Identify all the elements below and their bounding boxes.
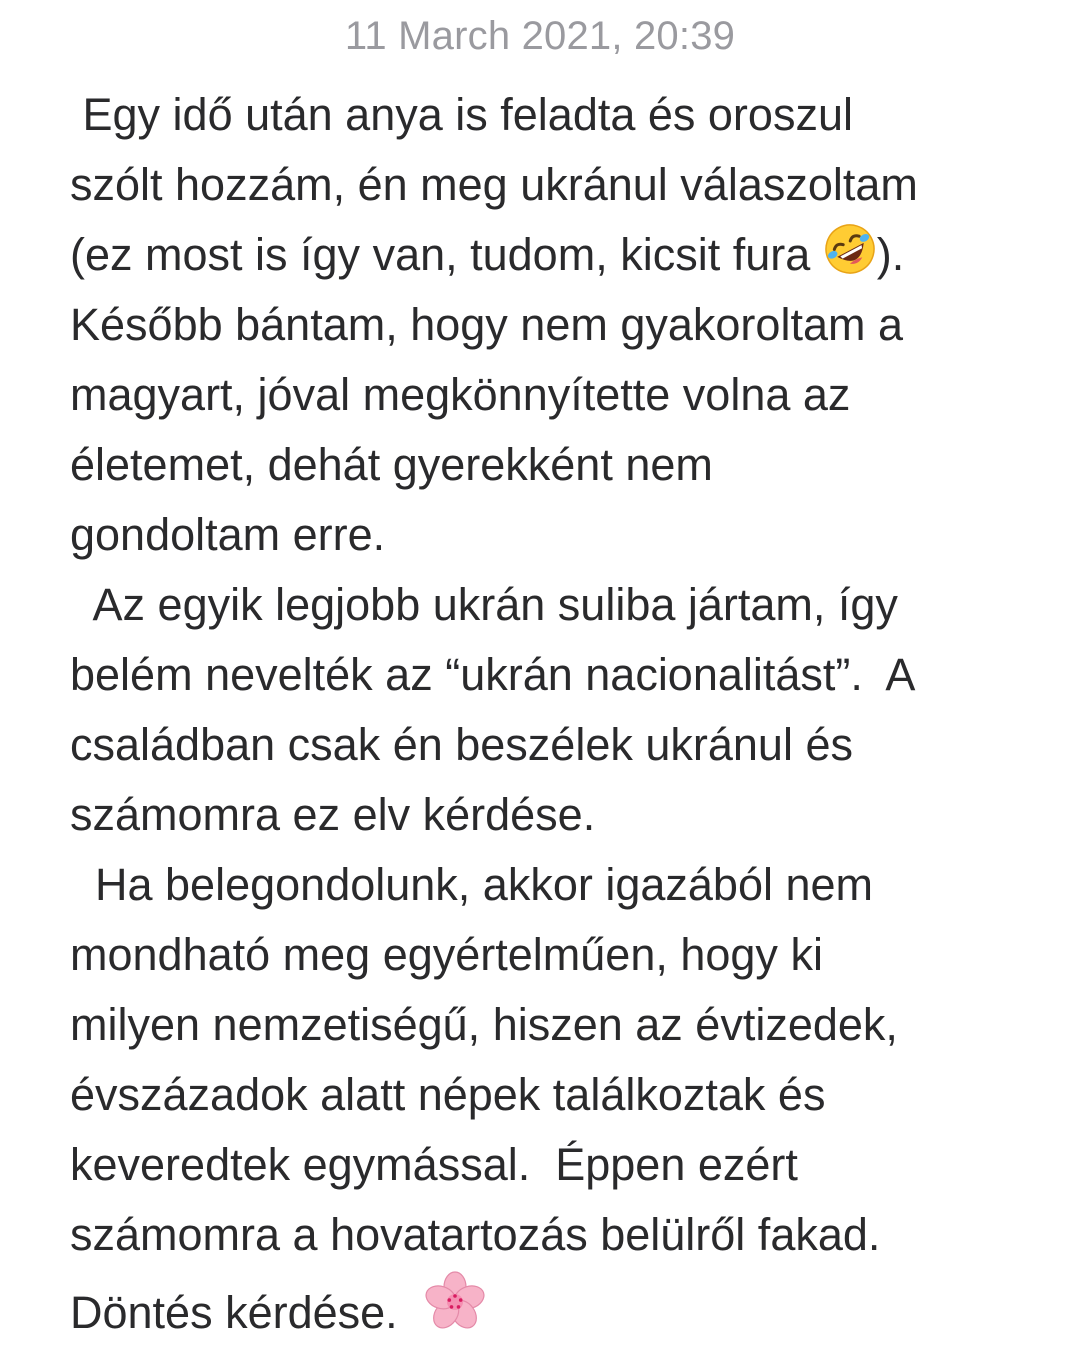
note-line: belém nevelték az “ukrán nacionalitást”. A (70, 649, 916, 700)
rolling-on-floor-laughing-icon (823, 222, 877, 296)
note-line-tail: ). (876, 229, 905, 280)
note-line (70, 1270, 1030, 1340)
note-body[interactable] (70, 80, 1030, 1340)
note-line (70, 220, 1030, 290)
note-line: milyen nemzetiségű, hiszen az évtizedek, (70, 999, 898, 1050)
cherry-blossom-icon (423, 1270, 487, 1354)
note-line: számomra a hovatartozás belülről fakad. (70, 1209, 881, 1260)
note-line: Ha belegondolunk, akkor igazából nem (70, 859, 874, 910)
note-line: számomra ez elv kérdése. (70, 789, 596, 840)
note-line-text: (ez most is így van, tudom, kicsit fura (70, 229, 823, 280)
note-line: Egy idő után anya is feladta és oroszul (70, 89, 853, 140)
note-line: Később bántam, hogy nem gyakoroltam a (70, 299, 903, 350)
note-line: keveredtek egymással. Éppen ezért (70, 1139, 798, 1190)
note-line: gondoltam erre. (70, 509, 386, 560)
note-line: életemet, dehát gyerekként nem (70, 439, 713, 490)
note-line: magyart, jóval megkönnyítette volna az (70, 369, 851, 420)
note-line: Az egyik legjobb ukrán suliba jártam, így (70, 579, 898, 630)
note-line-text: Döntés kérdése. (70, 1287, 423, 1338)
note-line: évszázadok alatt népek találkoztak és (70, 1069, 826, 1120)
note-line: szólt hozzám, én meg ukránul válaszoltam (70, 159, 918, 210)
note-line: mondható meg egyértelműen, hogy ki (70, 929, 823, 980)
note-timestamp: 11 March 2021, 20:39 (344, 14, 736, 58)
note-line: családban csak én beszélek ukránul és (70, 719, 853, 770)
